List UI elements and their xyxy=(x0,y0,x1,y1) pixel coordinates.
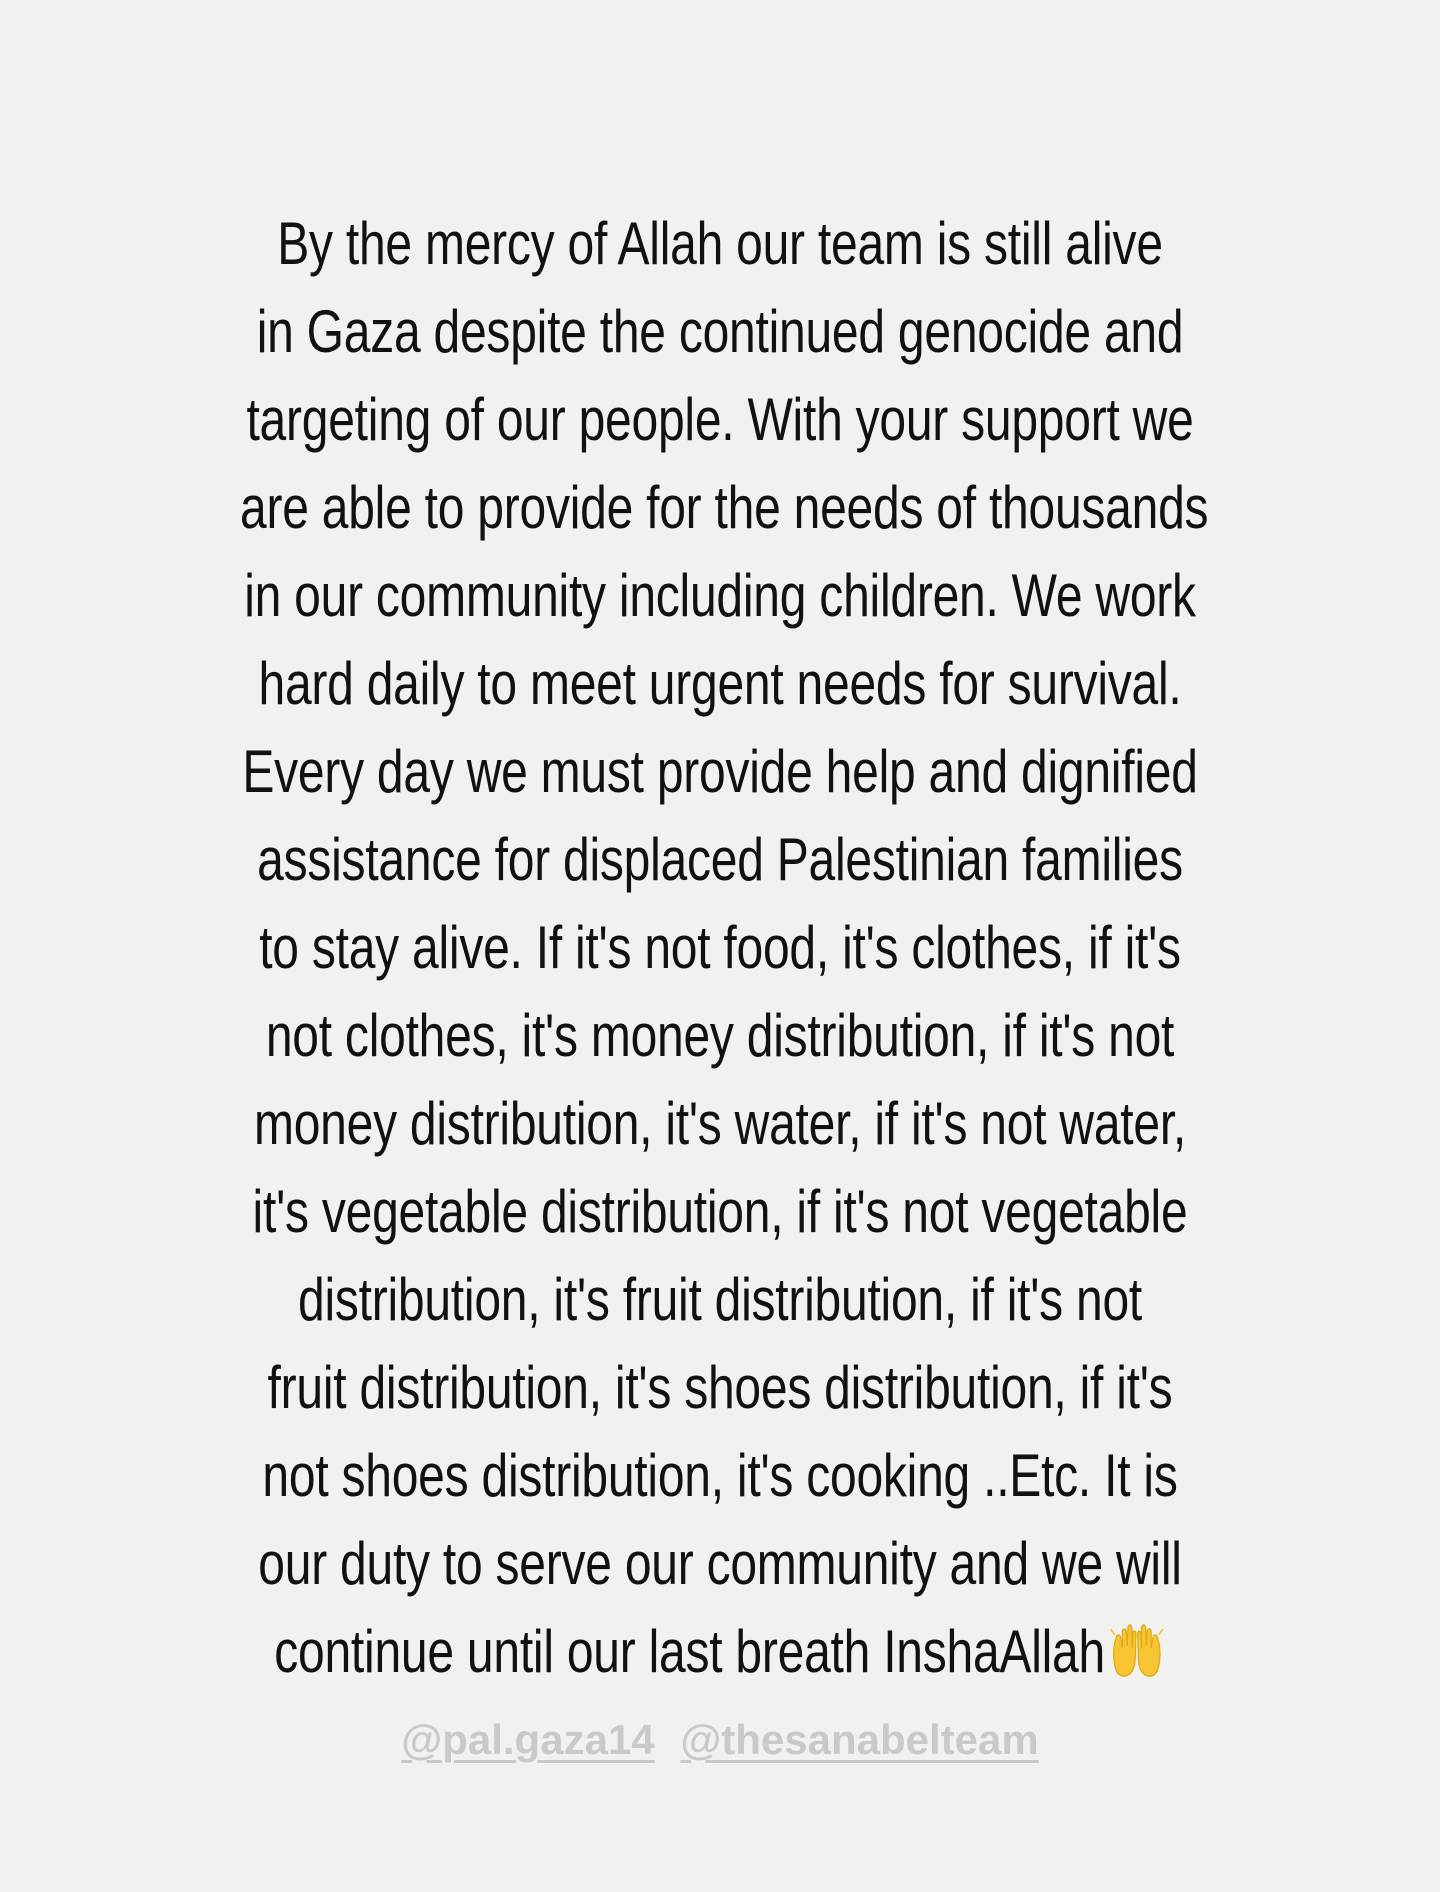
message-line: our duty to serve our community and we will xyxy=(258,1530,1182,1597)
message-line: in Gaza despite the continued genocide and xyxy=(256,298,1184,365)
message-line: not clothes, it's money distribution, if it's not xyxy=(265,1002,1175,1069)
message-line-text: continue until our last breath InshaAllah xyxy=(274,1618,1105,1685)
message-line: not shoes distribution, it's cooking ..Etc. It is xyxy=(262,1442,1178,1509)
message-line: Every day we must provide help and dignified xyxy=(242,738,1198,805)
message-line: targeting of our people. With your support we xyxy=(246,386,1194,453)
story-message xyxy=(120,200,1320,1696)
raising-hands-icon xyxy=(1108,1620,1166,1680)
message-line: hard daily to meet urgent needs for survival. xyxy=(258,650,1182,717)
message-line: fruit distribution, it's shoes distribution, if it's xyxy=(267,1354,1173,1421)
message-line: distribution, it's fruit distribution, if it's not xyxy=(297,1266,1142,1333)
message-line: are able to provide for the needs of thousands xyxy=(240,474,1209,541)
message-line: By the mercy of Allah our team is still alive xyxy=(277,210,1163,277)
message-line: money distribution, it's water, if it's not water, xyxy=(253,1090,1187,1157)
message-line: it's vegetable distribution, if it's not vegetable xyxy=(252,1178,1188,1245)
message-line: to stay alive. If it's not food, it's clothes, if it's xyxy=(259,914,1181,981)
message-line: in our community including children. We work xyxy=(244,562,1196,629)
message-line: assistance for displaced Palestinian families xyxy=(257,826,1183,893)
mention-thesanabelteam[interactable]: @thesanabelteam xyxy=(680,1716,1039,1763)
mentions-row xyxy=(0,1710,1440,1770)
mention-pal-gaza14[interactable]: @pal.gaza14 xyxy=(401,1716,655,1763)
message-line-last xyxy=(240,1608,1200,1696)
